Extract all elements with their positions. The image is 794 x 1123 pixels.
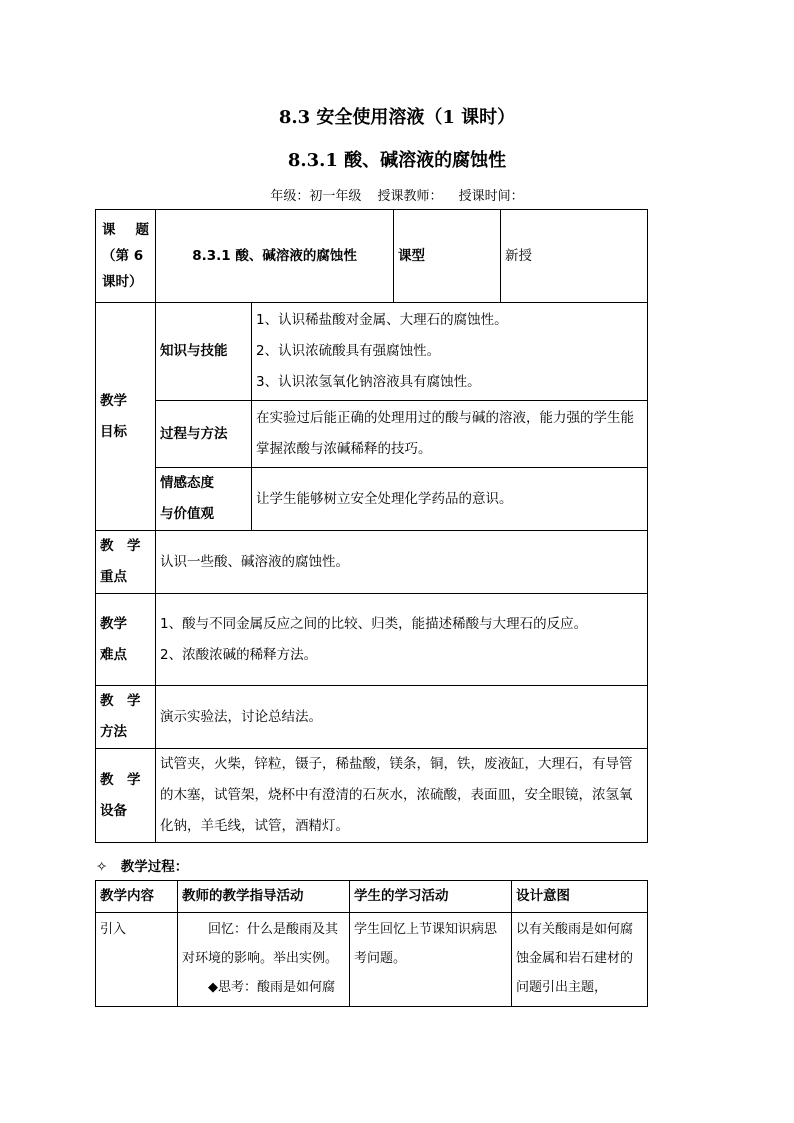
topic-value: 8.3.1 酸、碱溶液的腐蚀性 bbox=[156, 210, 394, 303]
knowledge-list bbox=[252, 303, 648, 401]
lesson-plan-table bbox=[95, 209, 648, 843]
table-row bbox=[96, 303, 648, 401]
process-label: 过程与方法 bbox=[156, 401, 252, 468]
topic-label: 课题 （第 6 课时） bbox=[96, 210, 156, 303]
focus-value: 认识一些酸、碱溶液的腐蚀性。 bbox=[156, 531, 648, 594]
type-label: 课型 bbox=[394, 210, 501, 303]
difficulty-list bbox=[156, 594, 648, 686]
emotion-label: 情感态度 与价值观 bbox=[156, 468, 252, 531]
list-item: 2、浓酸浓碱的稀释方法。 bbox=[160, 646, 318, 663]
goals-label: 教学 目标 bbox=[96, 303, 156, 531]
column-header: 设计意图 bbox=[512, 881, 648, 913]
teacher-cell: 回忆：什么是酸雨及其对环境的影响。举出实例。 ◆思考：酸雨是如何腐 bbox=[178, 913, 350, 1007]
column-header: 教师的教学指导活动 bbox=[178, 881, 350, 913]
column-header: 学生的学习活动 bbox=[350, 881, 512, 913]
content-cell: 引入 bbox=[96, 913, 178, 1007]
document-title: 8.3 安全使用溶液（1 课时） bbox=[278, 107, 516, 128]
process-heading: ✧ 教学过程： bbox=[96, 859, 189, 875]
emotion-value: 让学生能够树立安全处理化学药品的意识。 bbox=[252, 468, 648, 531]
knowledge-label: 知识与技能 bbox=[156, 303, 252, 401]
table-header-row bbox=[96, 881, 648, 913]
list-item: 1、认识稀盐酸对金属、大理石的腐蚀性。 bbox=[256, 312, 508, 328]
table-row bbox=[96, 468, 648, 531]
grade-text: 年级：初一年级 bbox=[270, 189, 362, 204]
table-row bbox=[96, 686, 648, 749]
list-item: 2、认识浓硫酸具有强腐蚀性。 bbox=[256, 343, 441, 359]
list-item: 3、认识浓氢氧化钠溶液具有腐蚀性。 bbox=[256, 374, 481, 390]
student-cell: 学生回忆上节课知识病思考问题。 bbox=[350, 913, 512, 1007]
lesson-meta bbox=[0, 185, 794, 204]
process-value: 在实验过后能正确的处理用过的酸与碱的溶液，能力强的学生能掌握浓酸与浓碱稀释的技巧。 bbox=[252, 401, 648, 468]
difficulty-label: 教学 难点 bbox=[96, 594, 156, 686]
type-value: 新授 bbox=[501, 210, 648, 303]
table-row bbox=[96, 401, 648, 468]
method-value: 演示实验法，讨论总结法。 bbox=[156, 686, 648, 749]
method-label: 教 学 方法 bbox=[96, 686, 156, 749]
intent-cell: 以有关酸雨是如何腐蚀金属和岩石建材的问题引出主题， bbox=[512, 913, 648, 1007]
teacher-text: 授课教师： bbox=[377, 189, 443, 204]
focus-label: 教 学 重点 bbox=[96, 531, 156, 594]
equipment-label: 教 学 设备 bbox=[96, 749, 156, 843]
time-text: 授课时间： bbox=[458, 189, 524, 204]
table-row bbox=[96, 594, 648, 686]
table-row bbox=[96, 749, 648, 843]
table-row bbox=[96, 913, 648, 1007]
lesson-subtitle: 8.3.1 酸、碱溶液的腐蚀性 bbox=[287, 150, 507, 171]
list-item: 1、酸与不同金属反应之间的比较、归类，能描述稀酸与大理石的反应。 bbox=[160, 615, 588, 632]
column-header: 教学内容 bbox=[96, 881, 178, 913]
teaching-process-table bbox=[95, 880, 648, 1007]
table-row bbox=[96, 210, 648, 303]
table-row bbox=[96, 531, 648, 594]
equipment-value: 试管夹，火柴，锌粒，镊子，稀盐酸，镁条，铜，铁，废液缸，大理石，有导管的木塞，试管架，烧杯中有澄清的石灰水，浓硫酸，表面皿，安全眼镜，浓氢氧化钠，羊毛线，试管，酒精灯。 bbox=[156, 749, 648, 843]
